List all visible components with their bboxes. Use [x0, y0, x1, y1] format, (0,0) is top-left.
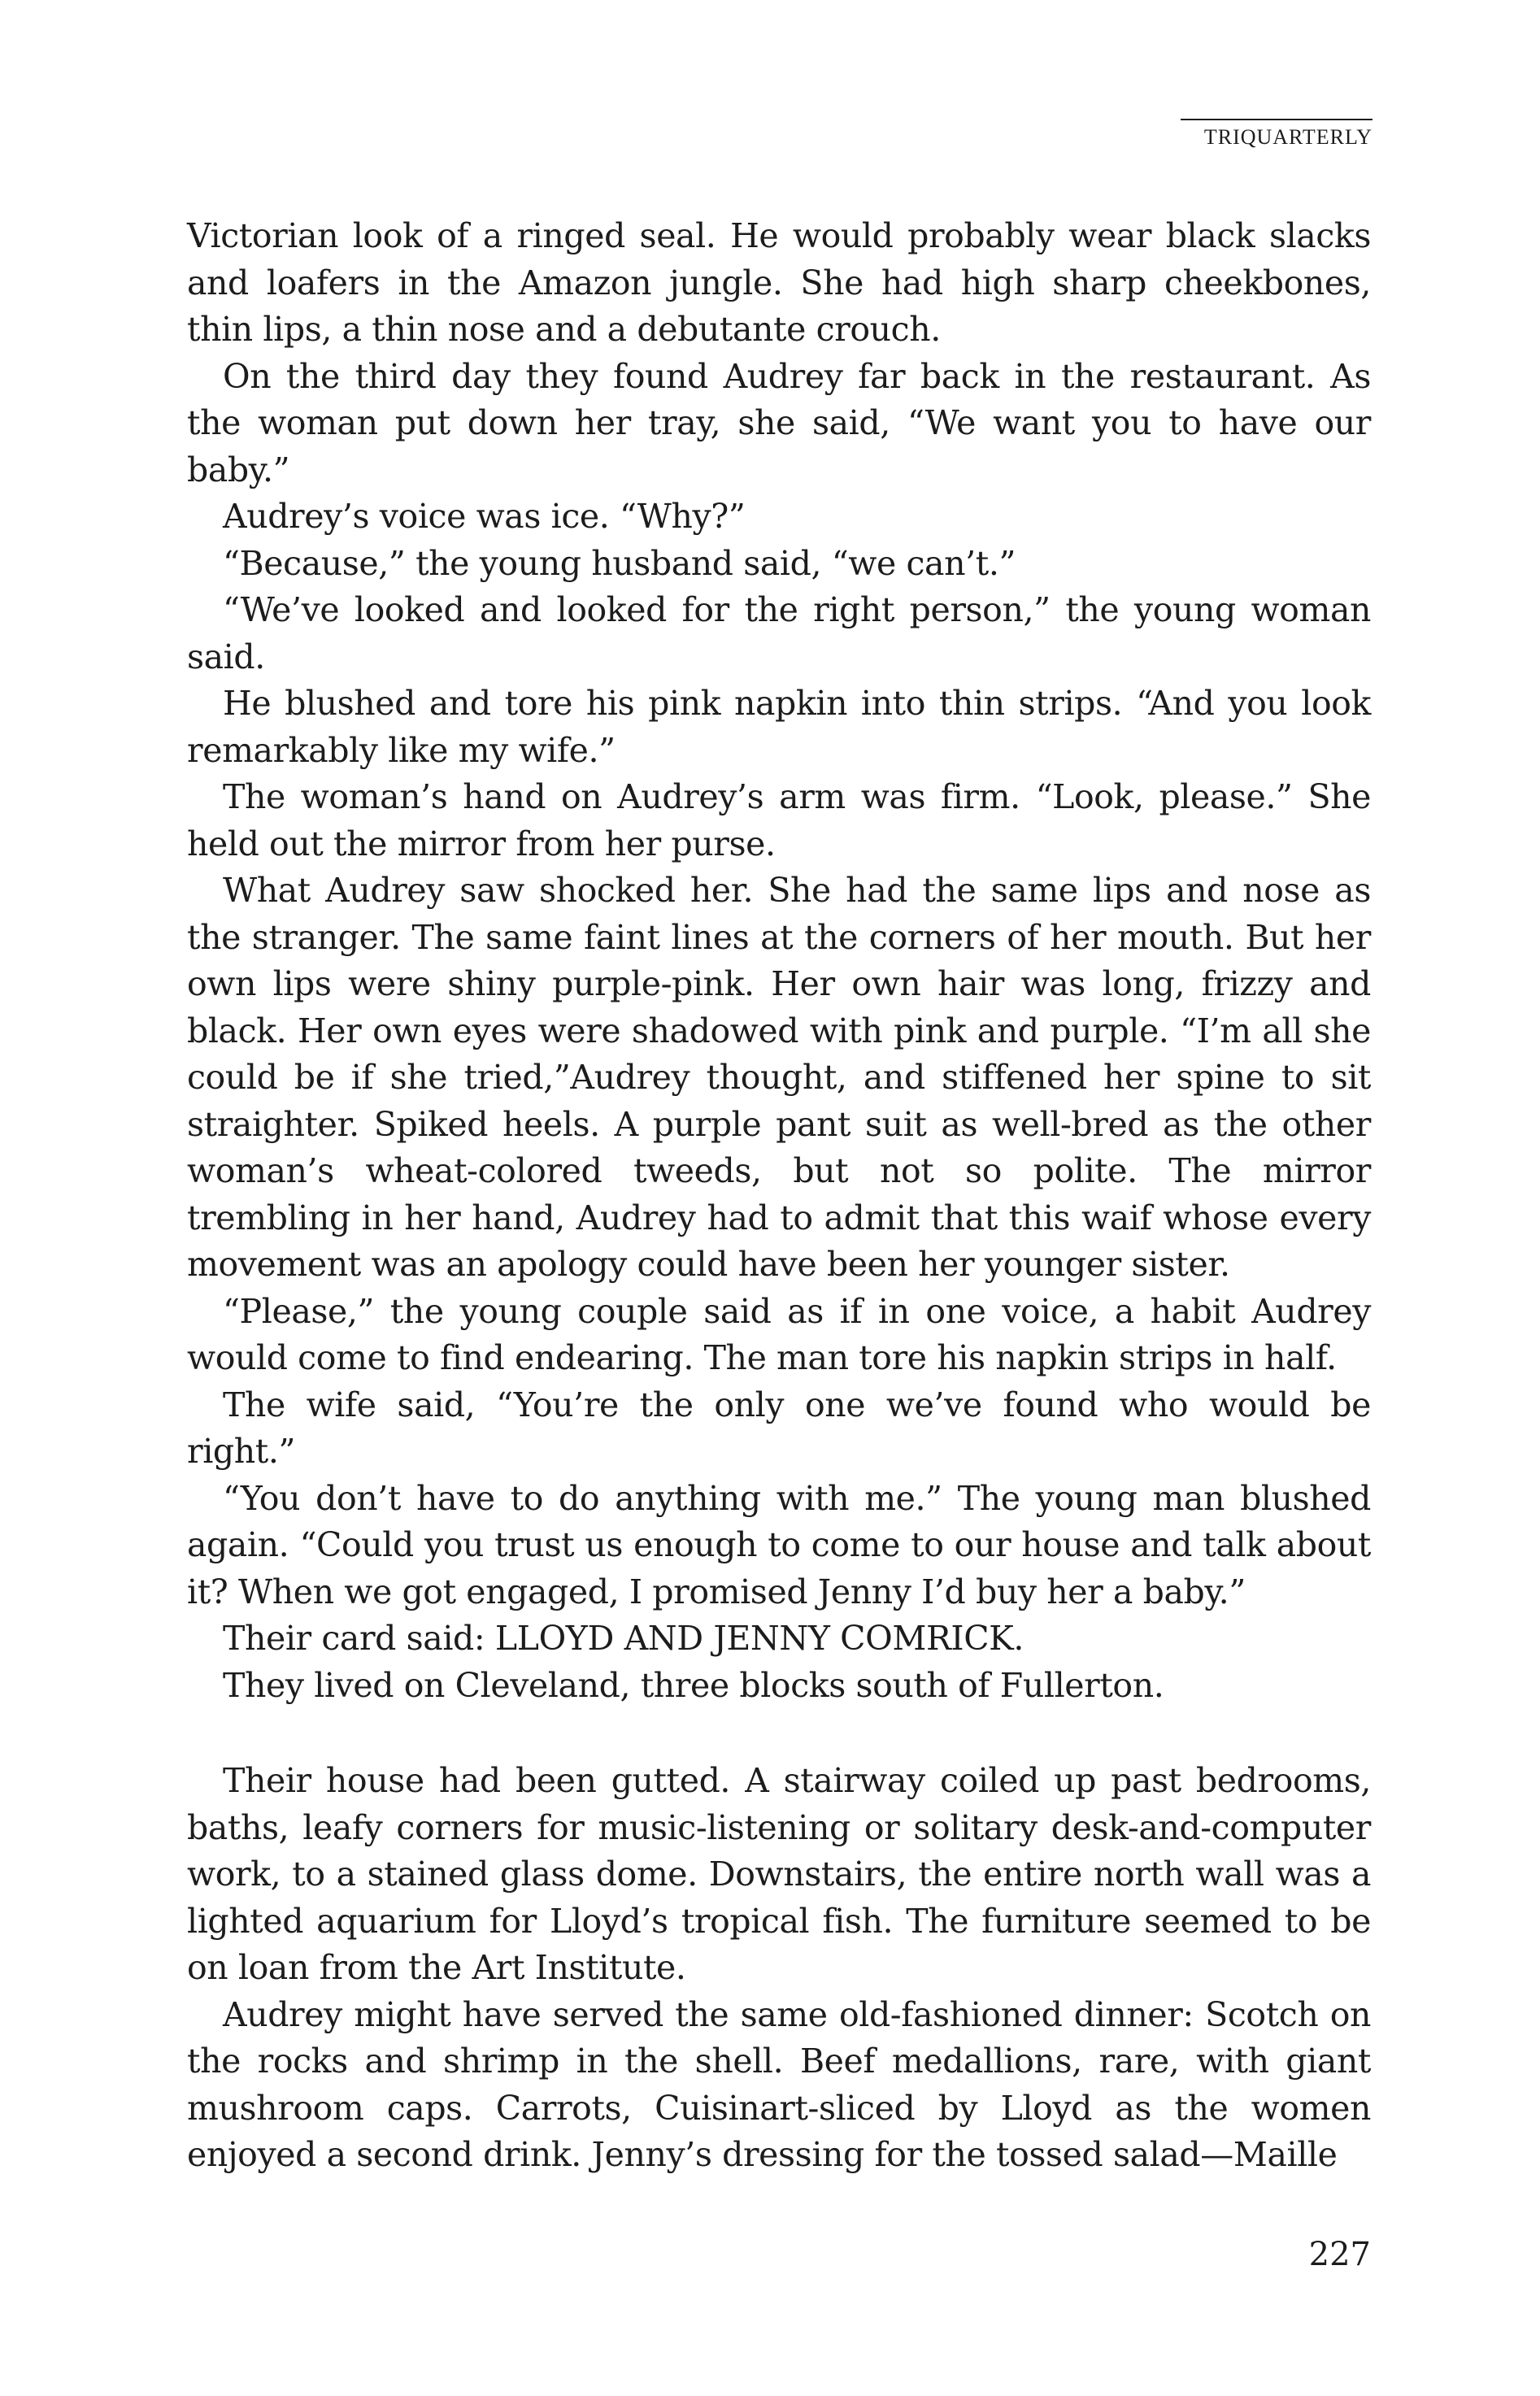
paragraph: Audrey’s voice was ice. “Why?” — [223, 497, 746, 536]
paragraph: “Please,” the young couple said as if in one voice, a habit Audrey would come to find endearing. The man tore his napkin strips in half. — [187, 1291, 1371, 1377]
paragraph: Victorian look of a ringed seal. He would probably wear black slacks and loafers in the Amazon jungle. She had high sharp cheekbones, thin lips, a thin nose and a debutante crouch. — [187, 216, 1371, 349]
paragraph: The woman’s hand on Audrey’s arm was firm. “Look, please.” She held out the mirror from her purse. — [187, 777, 1371, 863]
paragraph: “We’ve looked and looked for the right person,” the young woman said. — [187, 590, 1371, 676]
running-head-title: TRIQUARTERLY — [1203, 125, 1373, 149]
body-text — [187, 213, 1371, 2179]
page-number: 227 — [1308, 2236, 1371, 2273]
paragraph: “You don’t have to do anything with me.” The young man blushed again. “Could you trust us enough to come to our house and talk about it? When we got engaged, I promised Jenny I’d buy her a baby.” — [187, 1478, 1371, 1611]
paragraph: The wife said, “You’re the only one we’ve found who would be right.” — [187, 1385, 1371, 1471]
paragraph: Their house had been gutted. A stairway coiled up past bedrooms, baths, leafy corners for music-listening or solitary desk-and-computer work, to a stained glass dome. Downstairs, the entire north wall was a lighted aquarium for Lloyd’s tropical fish. The furniture seemed to be on loan from the Art Institute. — [187, 1761, 1371, 1987]
running-head — [1181, 125, 1373, 150]
paragraph: They lived on Cleveland, three blocks south of Fullerton. — [223, 1665, 1164, 1705]
paragraph: Their card said: LLOYD AND JENNY COMRICK. — [223, 1619, 1024, 1658]
paragraph: On the third day they found Audrey far back in the restaurant. As the woman put down her tray, she said, “We want you to have our baby.” — [187, 356, 1371, 489]
paragraph: What Audrey saw shocked her. She had the same lips and nose as the stranger. The same faint lines at the corners of her mouth. But her own lips were shiny purple-pink. Her own hair was long, frizzy and black. Her own eyes were shadowed with pink and purple. “I’m all she could be if she tried,”Audrey thought, and stiffened her spine to sit straighter. Spiked heels. A purple pant suit as well-bred as the other woman’s wheat-colored tweeds, but not so polite. The mirror trembling in her hand, Audrey had to admit that this waif whose every movement was an apology could have been her younger sister. — [187, 871, 1371, 1284]
running-head-rule — [1181, 119, 1373, 120]
paragraph: He blushed and tore his pink napkin into thin strips. “And you look remarkably like my wife.” — [187, 684, 1371, 770]
paragraph: Audrey might have served the same old-fashioned dinner: Scotch on the rocks and shrimp in the shell. Beef medallions, rare, with giant mushroom caps. Carrots, Cuisinart-sliced by Lloyd as the women enjoyed a second drink. Jenny’s dressing for the tossed salad—Maille — [187, 1994, 1371, 2174]
section-break — [187, 1709, 1371, 1758]
paragraph: “Because,” the young husband said, “we can’t.” — [223, 543, 1016, 583]
